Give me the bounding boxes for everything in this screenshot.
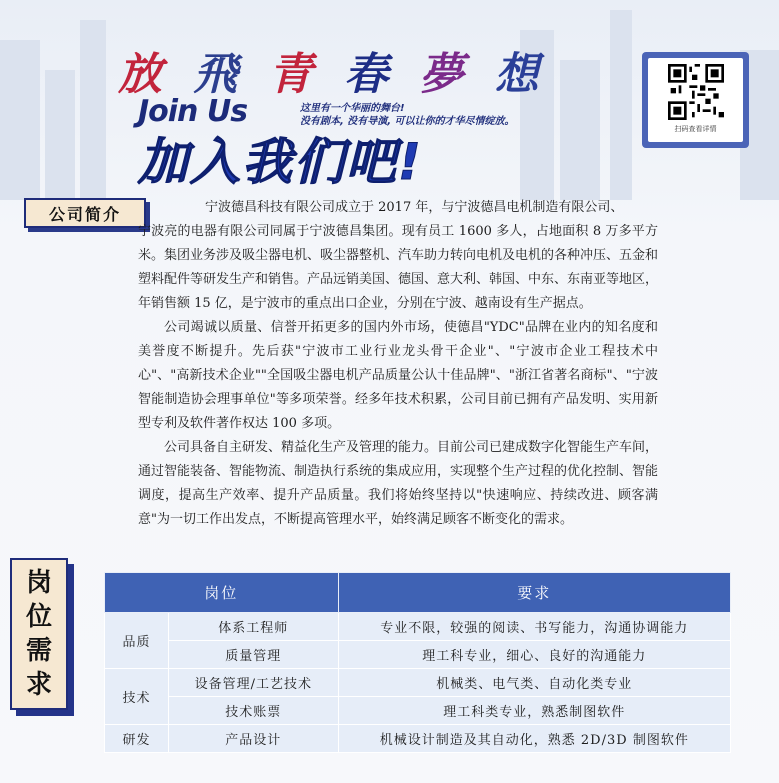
join-us-big-title: 加入我们吧! (138, 133, 423, 191)
category-cell: 技术 (105, 669, 169, 725)
slogan-title (118, 38, 547, 102)
section-tag-jobs (10, 558, 74, 716)
requirement-cell: 机械设计制造及其自动化，熟悉 2D/3D 制图软件 (338, 725, 730, 753)
table-row (105, 613, 731, 641)
table-row (105, 697, 731, 725)
section-tag-label: 公司简介 (24, 198, 146, 228)
qr-caption: 扫码查看详情 (674, 125, 717, 133)
slogan-char: 想 (494, 49, 547, 100)
requirement-cell: 理工科类专业，熟悉制图软件 (338, 697, 730, 725)
slogan-char: 夢 (419, 49, 472, 100)
tag-char: 位 (25, 602, 52, 632)
tag-char: 求 (25, 670, 52, 700)
requirement-cell: 专业不限，较强的阅读、书写能力，沟通协调能力 (338, 613, 730, 641)
company-intro (138, 220, 658, 532)
column-header-position: 岗位 (105, 573, 339, 613)
intro-paragraph: 公司竭诚以质量、信誉开拓更多的国内外市场，使德昌"YDC"品牌在业内的知名度和美誉度不断提升。先后获"宁波市工业行业龙头骨干企业"、"宁波市企业工程技术中心"、"高新技术企业""全国吸尘器电机产品质量公认十佳品牌"、"浙江省著名商标"、"宁波智能制造协会理事单位"等多项荣誉。经多年技术积累，公司目前已拥有产品发明、实用新型专利及软件著作权达 100 多项。 (138, 320, 658, 431)
slogan-char: 飛 (193, 49, 246, 100)
table-header-row (105, 573, 731, 613)
join-us-title: Join Us (138, 94, 248, 129)
position-cell: 设备管理/工艺技术 (168, 669, 338, 697)
requirement-cell: 机械类、电气类、自动化类专业 (338, 669, 730, 697)
slogan-char: 放 (118, 49, 170, 100)
table-row (105, 725, 731, 753)
category-cell: 品质 (105, 613, 169, 669)
tag-char: 需 (25, 636, 52, 666)
intro-first-line: 宁波德昌科技有限公司成立于 2017 年，与宁波德昌电机制造有限公司、 (205, 200, 624, 215)
requirement-cell: 理工科专业，细心、良好的沟通能力 (338, 641, 730, 669)
intro-paragraph: 宁波亮的电器有限公司同属于宁波德昌集团。现有员工 1600 多人，占地面积 8 万多平方米。集团业务涉及吸尘器电机、吸尘器整机、汽车助力转向电机及电机的各种冲压、五金和塑料配件等研发生产和销售。产品远销美国、德国、意大利、韩国、中东、东南亚等地区，年销售额 15 亿，是宁波市的重点出口企业，分别在宁波、越南设有生产据点。 (138, 224, 659, 311)
qr-code-icon (668, 64, 724, 120)
tagline-line: 这里有一个华丽的舞台! (300, 103, 405, 114)
category-cell: 研发 (105, 725, 169, 753)
slogan-char: 春 (343, 49, 396, 100)
section-tag-intro (24, 198, 150, 232)
position-cell: 体系工程师 (168, 613, 338, 641)
tag-char: 岗 (25, 568, 52, 598)
position-cell: 产品设计 (168, 725, 338, 753)
qr-code-card[interactable] (642, 52, 749, 148)
tagline-line: 没有剧本, 没有导演, 可以让你的才华尽情绽放。 (300, 116, 515, 127)
column-header-requirement: 要求 (338, 573, 730, 613)
slogan-char: 青 (268, 49, 321, 100)
position-cell: 质量管理 (168, 641, 338, 669)
table-row (105, 669, 731, 697)
table-row (105, 641, 731, 669)
jobs-table (104, 572, 731, 753)
intro-paragraph: 公司具备自主研发、精益化生产及管理的能力。目前公司已建成数字化智能生产车间，通过智能装备、智能物流、制造执行系统的集成应用，实现整个生产过程的优化控制、智能调度，提高生产效率、提升产品质量。我们将始终坚持以"快速响应、持续改进、顾客满意"为一切工作出发点，不断提高管理水平，始终满足顾客不断变化的需求。 (138, 440, 659, 527)
position-cell: 技术账票 (168, 697, 338, 725)
